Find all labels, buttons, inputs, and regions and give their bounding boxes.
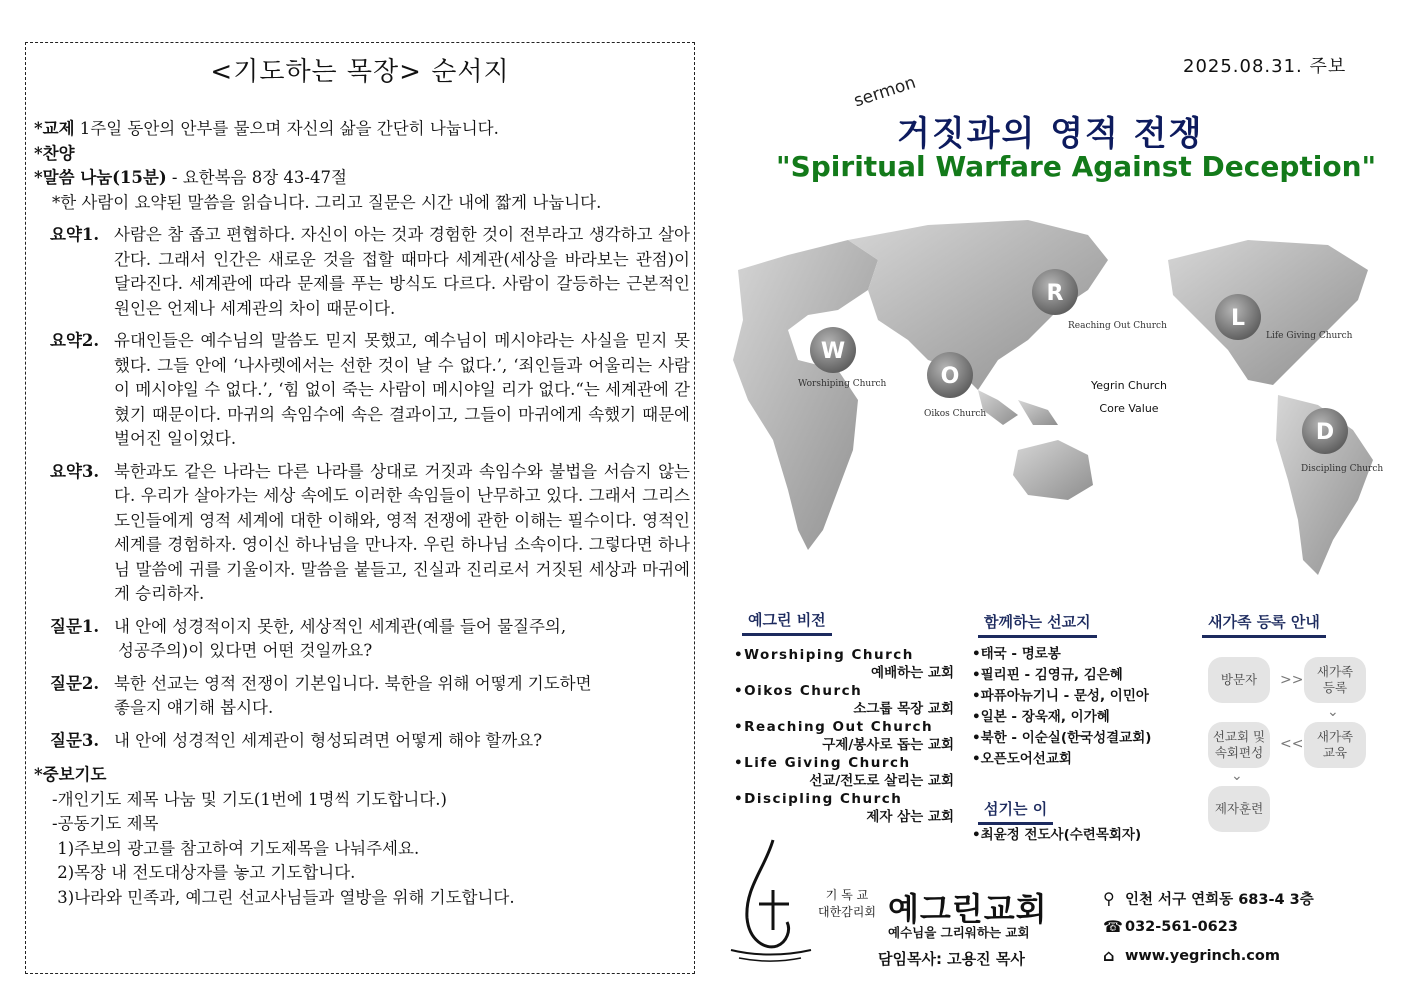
map-center-line1: Yegrin Church [1091,379,1167,392]
vision-item-ko: 소그룹 목장 교회 [853,701,954,717]
step-visitor: 방문자 [1208,657,1270,703]
church-motto: 예수님을 그리워하는 교회 [888,925,1030,940]
question-key: 질문1. [50,616,100,636]
vision-item-en: •Worshiping Church [734,647,914,663]
pin-d-letter: D [1315,420,1335,445]
pin-d-label: Discipling Church [1301,464,1384,474]
bulletin-order-panel [25,42,695,974]
fellowship-line [34,117,690,142]
phone-line [1103,917,1238,936]
sermon-subtitle: "Spiritual Warfare Against Deception" [776,150,1377,183]
pin-r-letter: R [1046,281,1064,306]
sermon-tag: sermon [851,72,919,112]
pin-l-label: Life Giving Church [1266,331,1353,341]
step-education: 새가족 교육 [1304,722,1366,768]
denomination-line2: 대한감리회 [818,905,876,919]
word-label: *말씀 나눔(15분) [34,168,167,187]
fellowship-label: *교제 [34,119,75,138]
pastor-name: 담임목사: 고용진 목사 [878,950,1025,968]
mission-item: •태국 - 명로봉 [972,646,1061,662]
chevron-down-icon: ⌄ [1231,768,1243,784]
question-text-block [114,615,690,664]
question-text: 내 안에 성경적인 세계관이 형성되려면 어떻게 해야 할까요? [114,730,543,750]
vision-item-ko: 구제/봉사로 돕는 교회 [822,737,954,753]
summary-key: 요약1. [50,225,100,244]
church-name: 예그린교회 [888,890,1048,928]
map-center-line2: Core Value [1099,402,1159,415]
website-line [1103,946,1280,965]
newcomer-heading: 새가족 등록 안내 [1202,611,1326,638]
praise-label: *찬양 [34,143,75,163]
vision-item-en: •Oikos Church [734,683,863,699]
fellowship-text: 1주일 동안의 안부를 물으며 자신의 삶을 간단히 나눕니다. [74,119,499,138]
pin-o-letter: O [940,364,960,389]
question-text-block [114,729,690,754]
question-2 [34,672,690,721]
question-text: 내 안에 성경적이지 못한, 세상적인 세계관(예를 들어 물질주의, [114,616,567,636]
arrow-right-icon: >> [1280,672,1304,688]
pin-w-label: Worshiping Church [798,379,887,389]
pin-r-label: Reaching Out Church [1068,321,1167,331]
intercession-line [34,763,690,788]
intercession-item: 2)목장 내 전도대상자를 놓고 기도합니다. [52,863,356,882]
order-title: <기도하는 목장> 순서지 [210,57,510,87]
pin-o-label: Oikos Church [924,409,987,419]
church-logo-drop-icon [725,838,815,964]
intercession-item: -개인기도 제목 나눔 및 기도(1번에 1명씩 기도합니다.) [52,789,447,809]
website-text[interactable]: www.yegrinch.com [1125,947,1280,964]
address-text: 인천 서구 연희동 683-4 3층 [1125,892,1314,908]
word-reference: - 요한복음 8장 43-47절 [166,168,347,187]
home-icon: ⌂ [1103,946,1115,965]
mission-heading: 함께하는 선교지 [978,611,1097,638]
mission-list [972,644,1151,770]
question-text-block [114,672,690,721]
address-line [1103,888,1314,909]
location-pin-icon: ⚲ [1103,889,1115,908]
vision-item-ko: 예배하는 교회 [871,665,954,681]
summary-key: 요약2. [50,331,100,350]
pin-l-letter: L [1230,306,1246,331]
vision-item-en: •Discipling Church [734,791,903,807]
question-text-cont: 성공주의)이 있다면 어떤 것일까요? [118,641,373,660]
step-discipleship: 제자훈련 [1208,786,1270,832]
summary-key: 요약3. [50,461,100,481]
mission-item: •북한 - 이순실(한국성결교회) [972,730,1152,746]
chevron-down-icon: ⌄ [1327,704,1339,720]
arrow-left-icon: << [1280,736,1304,752]
vision-heading: 예그린 비전 [742,609,832,636]
step-assignment: 선교회 및 속회편성 [1208,722,1270,768]
servant-heading: 섬기는 이 [978,798,1053,825]
phone-text: 032-561-0623 [1125,918,1238,935]
intercession-item: 1)주보의 광고를 참고하여 기도제목을 나눠주세요. [52,838,420,858]
question-1 [34,615,690,664]
summary-1 [34,223,690,321]
summary-text: 북한과도 같은 나라는 다른 나라를 상대로 거짓과 속임수와 불법을 서슴지 않는다. 우리가 살아가는 세상 속에도 이러한 속임들이 난무하고 있다. 그래서 그리스도인들에게 영적 세계에 대한 이해와, 영적 전쟁에 관한 이해는 필수이다. 영적인 세계를 경험하자. 영이신 하나님을 만나자. 우린 하나님 소속이다. 그렇다면 하나님 말씀에 귀를 기울이자. 말씀을 붙들고, 진실과 진리로서 거짓된 세상과 마귀에게 승리하자. [114,461,690,603]
world-map-image [728,200,1388,590]
phone-icon: ☎ [1103,917,1123,936]
question-key: 질문2. [50,673,100,693]
denomination-line1: 기 독 교 [825,888,869,902]
intercession-label: *중보기도 [34,765,107,784]
sermon-title: 거짓과의 영적 전쟁 [897,114,1204,154]
mission-item: •필리핀 - 김영규, 김은혜 [972,667,1123,683]
word-line [34,166,690,191]
bulletin-date: 2025.08.31. 주보 [1183,56,1347,77]
summary-3 [34,460,690,607]
question-key: 질문3. [50,730,100,750]
word-note: *한 사람이 요약된 말씀을 읽습니다. 그리고 질문은 시간 내에 짧게 나눕니다. [52,192,602,212]
vision-item-en: •Life Giving Church [734,755,911,771]
pin-w-letter: W [820,339,846,364]
vision-item-en: •Reaching Out Church [734,719,934,735]
vision-item-ko: 제자 삼는 교회 [866,809,954,825]
summary-2 [34,329,690,452]
order-body [34,117,690,910]
mission-item: •오픈도어선교회 [972,751,1072,767]
denomination [818,887,876,921]
vision-list [734,646,954,826]
question-text-cont: 좋을지 얘기해 봅시다. [114,698,274,717]
mission-item: •일본 - 장욱재, 이가혜 [972,709,1110,725]
summary-text: 사람은 참 좁고 편협하다. 자신이 아는 것과 경험한 것이 전부라고 생각하고 살아간다. 그래서 인간은 새로운 것을 접할 때마다 세계관(세상을 바라보는 관점)이 달라진다. 세계관에 따라 문제를 푸는 방식도 다르다. 사람이 갈등하는 근본적인 원인은 언제나 세계관의 차이 때문이다. [114,225,690,318]
praise-line [34,142,690,167]
mission-item: •파퓨아뉴기니 - 문성, 이민아 [972,688,1149,704]
vision-item-ko: 선교/전도로 살리는 교회 [809,773,954,789]
summary-text: 유대인들은 예수님의 말씀도 믿지 못했고, 예수님이 메시야라는 사실을 믿지 못했다. 그들 안에 ‘나사렛에서는 선한 것이 날 수 없다.’, ‘죄인들과 어울리는 사람이 메시야일 수 없다.’, ‘힘 없이 죽는 사람이 메시야일 리가 없다.“는 세계관에 갇혔기 때문이다. 마귀의 속임수에 속은 결과이고, 그들이 마귀에게 속했기 때문에 벌어진 일이었다. [114,331,690,448]
question-text: 북한 선교는 영적 전쟁이 기본입니다. 북한을 위해 어떻게 기도하면 [114,673,592,693]
step-register: 새가족 등록 [1304,657,1366,703]
servant-text: •최윤정 전도사(수련목회자) [972,827,1142,843]
question-3 [34,729,690,754]
intercession-item: -공동기도 제목 [52,814,159,833]
intercession-item: 3)나라와 민족과, 예그린 선교사님들과 열방을 위해 기도합니다. [52,887,515,907]
